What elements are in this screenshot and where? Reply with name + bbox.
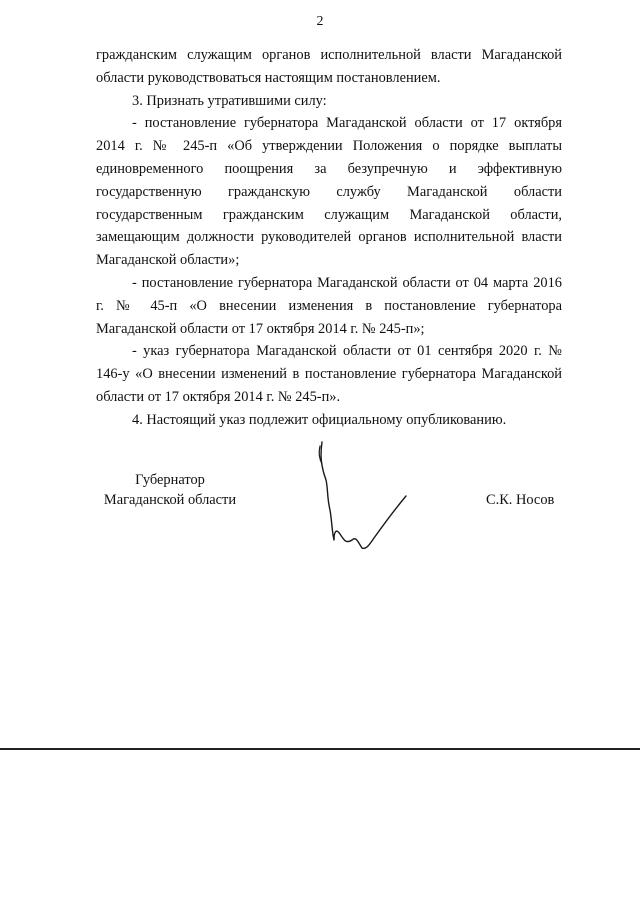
document-body: [96, 44, 562, 432]
paragraph-item-3: 3. Признать утратившими силу:: [132, 92, 327, 109]
signatory-title-line2: Магаданской области: [103, 492, 237, 508]
footer-divider: [0, 748, 640, 750]
signatory-title-line1: Губернатор: [135, 472, 205, 488]
handwritten-signature: [308, 436, 418, 558]
signatory-name: С.К. Носов: [486, 492, 555, 508]
signatory-title: [100, 470, 240, 510]
paragraph-repealed-act-1: - постановление губернатора Магаданской области от 17 октября 2014 г. № 245-п «Об утверждении Положения о порядке выплаты единовременного поощрения за безупречную и эффективную государственную гражданскую службу Магаданской области государственным гражданским служащим Магаданской области, замещающим должности руководителей органов исполнительной власти Магаданской области»;: [96, 115, 562, 269]
paragraph-repealed-act-2: - постановление губернатора Магаданской области от 04 марта 2016 г. № 45-п «О внесении изменения в постановление губернатора Магаданской области от 17 октября 2014 г. № 245-п»;: [96, 274, 562, 337]
paragraph-continuation: гражданским служащим органов исполнительной власти Магаданской области руководствоваться настоящим постановлением.: [96, 47, 562, 86]
paragraph-repealed-act-3: - указ губернатора Магаданской области от 01 сентября 2020 г. № 146-у «О внесении изменений в постановление губернатора Магаданской области от 17 октября 2014 г. № 245-п».: [96, 343, 562, 405]
page-number: 2: [316, 14, 324, 29]
paragraph-item-4: 4. Настоящий указ подлежит официальному опубликованию.: [132, 411, 507, 428]
